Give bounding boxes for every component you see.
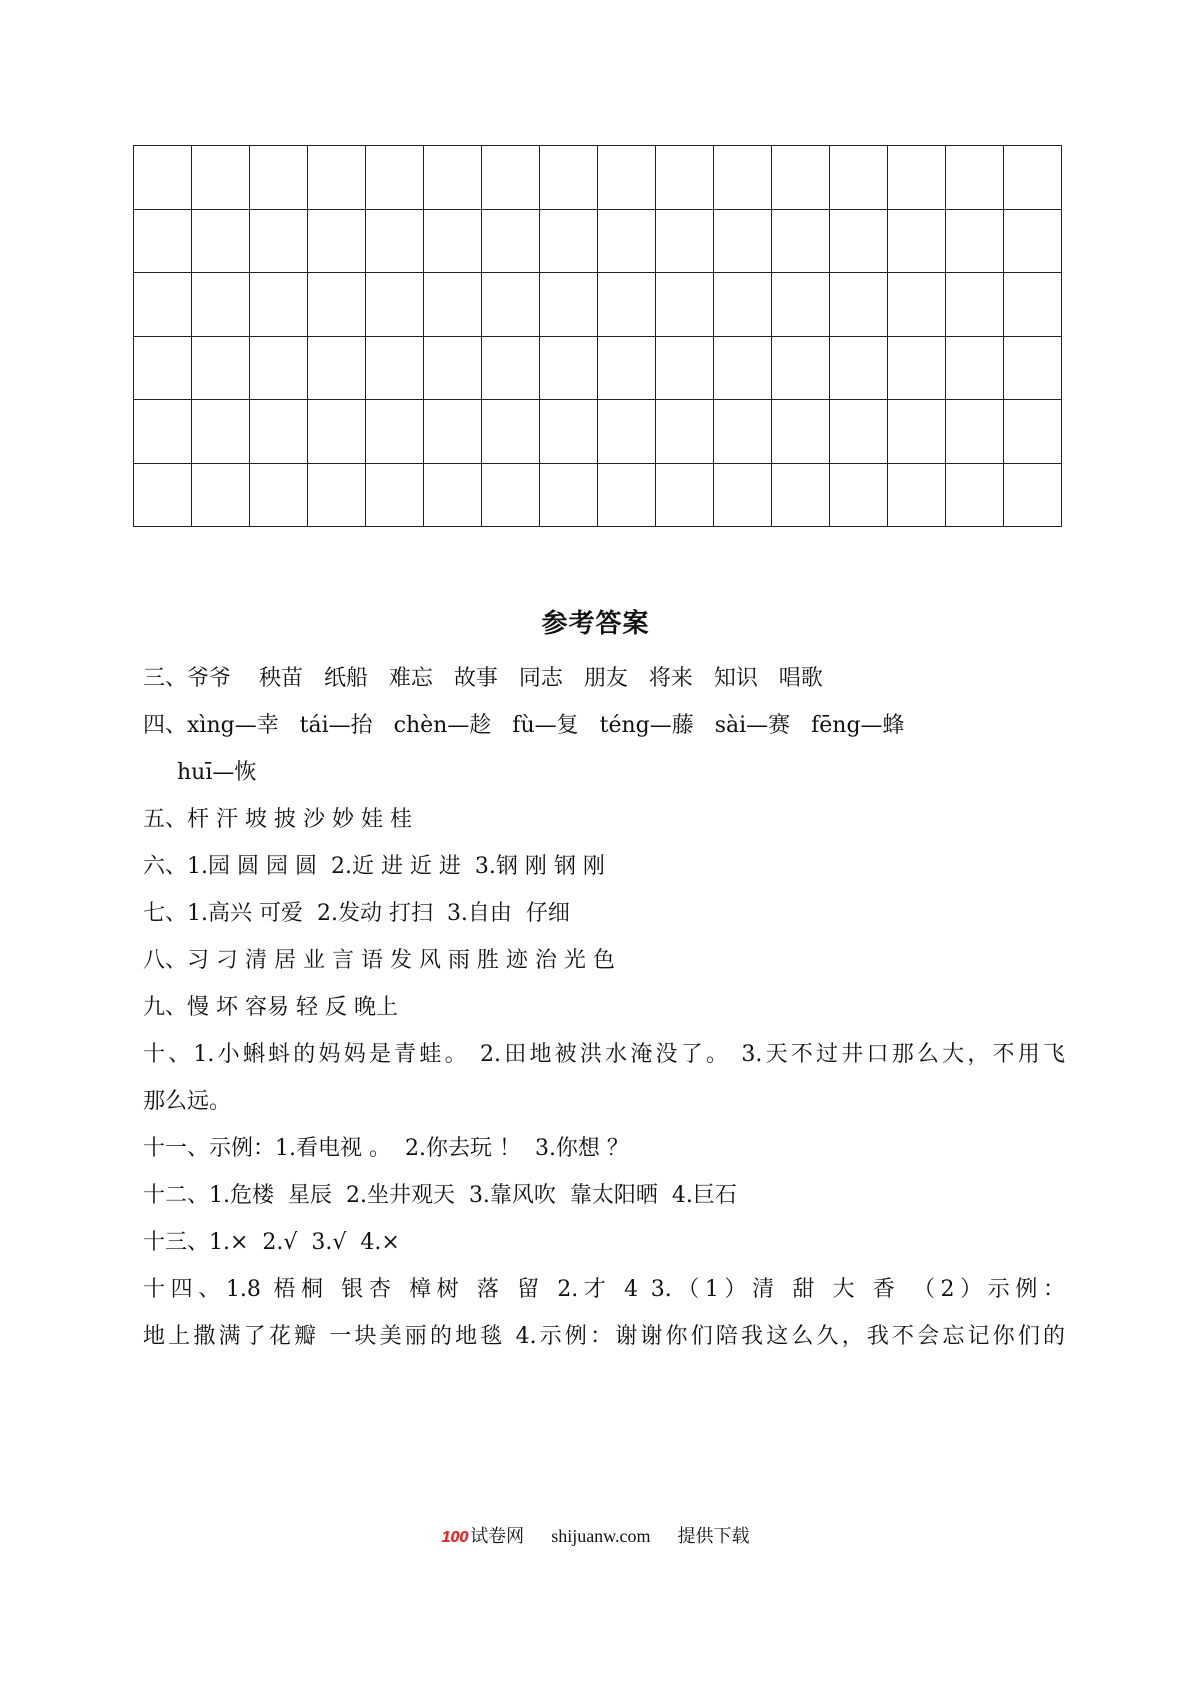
grid-cell xyxy=(192,336,250,400)
answer-line: 六、1.园 圆 园 圆 2.近 进 近 进 3.钢 刚 钢 刚 xyxy=(143,854,605,879)
grid-cell xyxy=(482,400,540,464)
grid-cell xyxy=(482,146,540,210)
grid-cell xyxy=(830,146,888,210)
grid-cell xyxy=(540,209,598,273)
grid-cell xyxy=(134,209,192,273)
grid-cell xyxy=(192,146,250,210)
grid-cell xyxy=(250,400,308,464)
grid-cell xyxy=(482,273,540,337)
footer-download-note: 提供下载 xyxy=(677,1526,750,1546)
grid-cell xyxy=(656,209,714,273)
answer-line: 那么远。 xyxy=(143,1089,232,1114)
grid-cell xyxy=(714,209,772,273)
grid-cell xyxy=(714,400,772,464)
grid-cell xyxy=(656,146,714,210)
grid-cell xyxy=(366,146,424,210)
grid-cell xyxy=(598,209,656,273)
grid-cell xyxy=(308,146,366,210)
answer-line: 十二、1.危楼 星辰 2.坐井观天 3.靠风吹 靠太阳晒 4.巨石 xyxy=(143,1183,737,1208)
grid-cell xyxy=(366,400,424,464)
grid-cell xyxy=(424,400,482,464)
grid-cell xyxy=(772,463,830,527)
grid-cell xyxy=(656,463,714,527)
grid-cell xyxy=(366,209,424,273)
grid-row xyxy=(134,336,1062,400)
grid-cell xyxy=(598,463,656,527)
grid-cell xyxy=(772,146,830,210)
grid-cell xyxy=(1004,273,1062,337)
grid-cell xyxy=(830,400,888,464)
grid-cell xyxy=(946,336,1004,400)
grid-cell xyxy=(830,273,888,337)
grid-cell xyxy=(308,209,366,273)
grid-cell xyxy=(308,463,366,527)
grid-cell xyxy=(134,400,192,464)
answer-line: 七、1.高兴 可爱 2.发动 打扫 3.自由 仔细 xyxy=(143,901,570,926)
grid-cell xyxy=(250,463,308,527)
grid-cell xyxy=(598,273,656,337)
grid-cell xyxy=(134,146,192,210)
grid-cell xyxy=(366,336,424,400)
grid-cell xyxy=(250,336,308,400)
grid-cell xyxy=(772,400,830,464)
grid-cell xyxy=(830,463,888,527)
page-footer xyxy=(0,1522,1191,1548)
answer-line: 九、慢 坏 容易 轻 反 晚上 xyxy=(143,995,398,1020)
grid-cell xyxy=(772,209,830,273)
grid-cell xyxy=(540,146,598,210)
answer-line: 十三、1.× 2.√ 3.√ 4.× xyxy=(143,1230,400,1255)
grid-cell xyxy=(888,209,946,273)
grid-row xyxy=(134,463,1062,527)
grid-cell xyxy=(1004,463,1062,527)
grid-cell xyxy=(946,209,1004,273)
grid-cell xyxy=(540,400,598,464)
grid-cell xyxy=(888,336,946,400)
grid-cell xyxy=(888,146,946,210)
site-logo: 100 xyxy=(441,1529,469,1546)
grid-cell xyxy=(598,400,656,464)
grid-cell xyxy=(598,336,656,400)
grid-cell xyxy=(424,146,482,210)
grid-cell xyxy=(540,336,598,400)
grid-cell xyxy=(540,273,598,337)
answer-line: 十一、示例：1.看电视 。 2.你去玩 ！ 3.你想 ？ xyxy=(143,1136,629,1161)
grid-cell xyxy=(888,400,946,464)
grid-cell xyxy=(308,273,366,337)
grid-cell xyxy=(946,463,1004,527)
grid-cell xyxy=(772,273,830,337)
grid-cell xyxy=(1004,209,1062,273)
grid-cell xyxy=(250,209,308,273)
grid-row xyxy=(134,146,1062,210)
grid-cell xyxy=(1004,336,1062,400)
grid-cell xyxy=(946,273,1004,337)
grid-cell xyxy=(424,463,482,527)
footer-url: shijuanw.com xyxy=(551,1526,651,1546)
grid-cell xyxy=(192,463,250,527)
grid-cell xyxy=(714,463,772,527)
grid-cell xyxy=(134,273,192,337)
grid-cell xyxy=(192,400,250,464)
grid-cell xyxy=(192,273,250,337)
grid-cell xyxy=(830,209,888,273)
grid-cell xyxy=(946,400,1004,464)
grid-cell xyxy=(772,336,830,400)
answer-line: 三、爷爷 秧苗 纸船 难忘 故事 同志 朋友 将来 知识 唱歌 xyxy=(143,666,823,691)
grid-cell xyxy=(308,336,366,400)
grid-cell xyxy=(308,400,366,464)
writing-grid xyxy=(133,145,1062,527)
answer-line: 地上撒满了花瓣 一块美丽的地毯 4.示例：谢谢你们陪我这么久，我不会忘记你们的 xyxy=(143,1324,1065,1349)
grid-cell xyxy=(192,209,250,273)
grid-cell xyxy=(366,273,424,337)
grid-row xyxy=(134,273,1062,337)
grid-cell xyxy=(1004,146,1062,210)
grid-cell xyxy=(424,273,482,337)
grid-cell xyxy=(482,463,540,527)
grid-cell xyxy=(134,463,192,527)
grid-cell xyxy=(598,146,656,210)
grid-cell xyxy=(134,336,192,400)
grid-cell xyxy=(888,273,946,337)
grid-cell xyxy=(250,273,308,337)
answer-line: 十、1.小蝌蚪的妈妈是青蛙。 2.田地被洪水淹没了。 3.天不过井口那么大，不用飞 xyxy=(143,1042,1065,1067)
grid-cell xyxy=(830,336,888,400)
answer-line: 八、习 刁 清 居 业 言 语 发 风 雨 胜 迹 治 光 色 xyxy=(143,948,615,973)
footer-site-name: 试卷网 xyxy=(470,1526,525,1546)
grid-cell xyxy=(656,336,714,400)
grid-cell xyxy=(888,463,946,527)
grid-cell xyxy=(1004,400,1062,464)
grid-cell xyxy=(250,146,308,210)
grid-cell xyxy=(714,273,772,337)
answer-key-title: 参考答案 xyxy=(541,609,650,639)
grid-cell xyxy=(656,400,714,464)
grid-cell xyxy=(482,209,540,273)
grid-cell xyxy=(424,209,482,273)
grid-row xyxy=(134,400,1062,464)
answer-line: huī—恢 xyxy=(177,760,257,785)
grid-cell xyxy=(714,146,772,210)
grid-cell xyxy=(656,273,714,337)
grid-cell xyxy=(540,463,598,527)
grid-row xyxy=(134,209,1062,273)
grid-cell xyxy=(424,336,482,400)
answer-line: 四、xìng—幸 tái—抬 chèn—趁 fù—复 téng—藤 sài—赛 fēng—蜂 xyxy=(143,713,905,738)
grid-cell xyxy=(482,336,540,400)
grid-cell xyxy=(946,146,1004,210)
grid-cell xyxy=(366,463,424,527)
answer-line: 五、杆 汗 坡 披 沙 妙 娃 桂 xyxy=(143,807,412,832)
grid-cell xyxy=(714,336,772,400)
answer-list xyxy=(143,655,1065,1360)
answer-line: 十四、1.8 梧桐 银杏 樟树 落 留 2.才 4 3.（1）清 甜 大 香 （2）示例： xyxy=(143,1277,1065,1302)
